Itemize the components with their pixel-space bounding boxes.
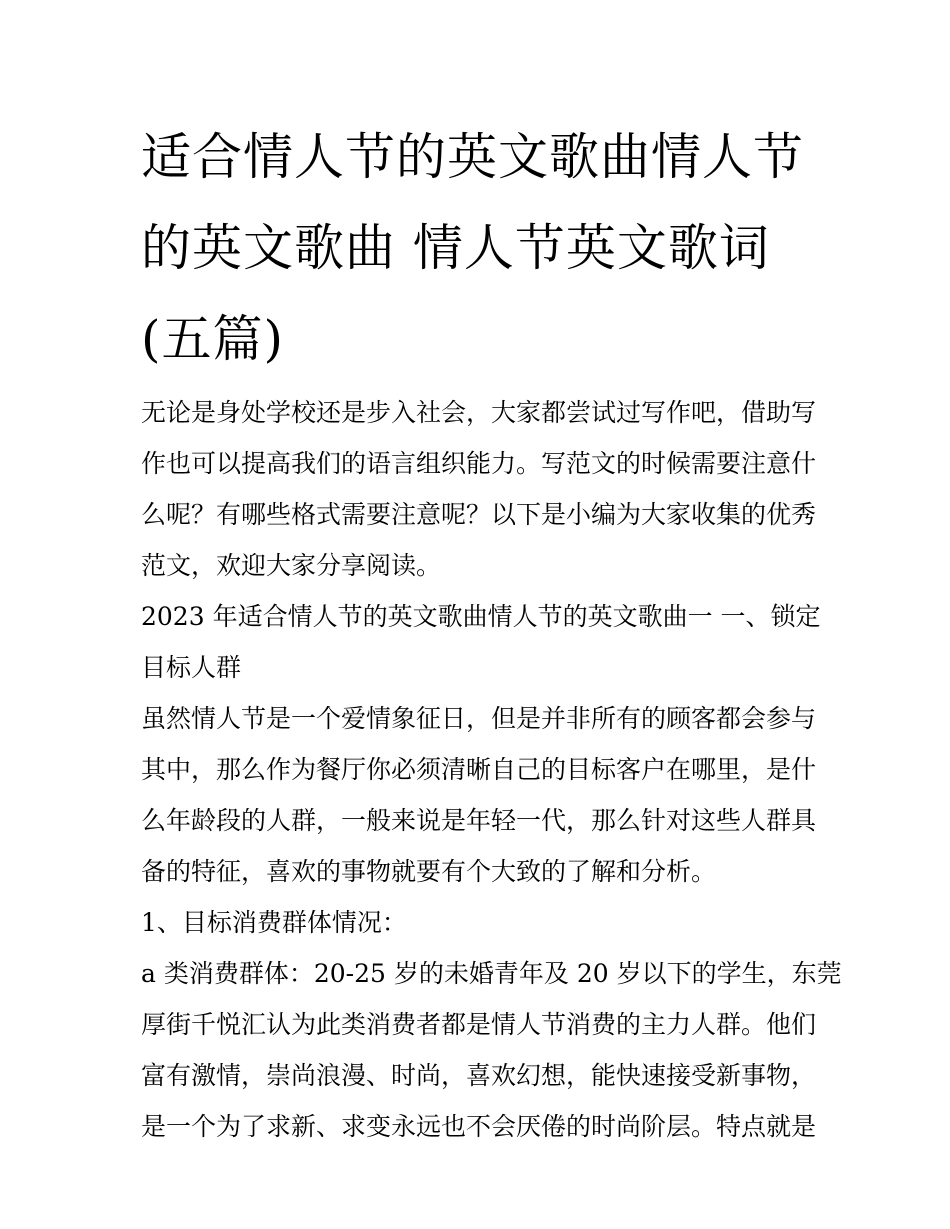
- paragraph-line: 1、目标消费群体情况：: [141, 908, 407, 937]
- paragraph-line: 其中，那么作为餐厅你必须清晰自己的目标客户在哪里，是什: [141, 755, 817, 784]
- body-paragraph: [141, 948, 842, 1152]
- title-line: 的英文歌曲 情人节英文歌词: [141, 219, 770, 277]
- document-title: [141, 112, 816, 385]
- paragraph-line: 虽然情人节是一个爱情象征日，但是并非所有的顾客都会参与: [141, 704, 817, 733]
- paragraph-line: 目标人群: [141, 653, 242, 682]
- paragraph-line: 厚街千悦汇认为此类消费者都是情人节消费的主力人群。他们: [141, 1010, 817, 1039]
- list-heading-paragraph: [141, 897, 816, 948]
- paragraph-line: a 类消费群体：20-25 岁的未婚青年及 20 岁以下的学生，东莞: [141, 959, 842, 988]
- paragraph-line: 富有激情，崇尚浪漫、时尚，喜欢幻想，能快速接受新事物，: [141, 1061, 817, 1090]
- paragraph-line: 作也可以提高我们的语言组织能力。写范文的时候需要注意什: [141, 449, 817, 478]
- section-heading-paragraph: [141, 591, 821, 693]
- paragraph-line: 么呢？有哪些格式需要注意呢？以下是小编为大家收集的优秀: [141, 500, 817, 529]
- intro-paragraph: [141, 387, 816, 591]
- title-line: (五篇): [141, 310, 285, 368]
- paragraph-line: 范文，欢迎大家分享阅读。: [141, 551, 442, 580]
- paragraph-line: 备的特征，喜欢的事物就要有个大致的了解和分析。: [141, 857, 717, 886]
- document-page: [141, 112, 842, 1152]
- body-paragraph: [141, 693, 816, 897]
- paragraph-line: 2023 年适合情人节的英文歌曲情人节的英文歌曲一 一、锁定: [141, 602, 821, 631]
- paragraph-line: 么年龄段的人群，一般来说是年轻一代，那么针对这些人群具: [141, 806, 817, 835]
- paragraph-line: 无论是身处学校还是步入社会，大家都尝试过写作吧，借助写: [141, 398, 817, 427]
- paragraph-line: 是一个为了求新、求变永远也不会厌倦的时尚阶层。特点就是: [141, 1112, 817, 1141]
- title-line: 适合情人节的英文歌曲情人节: [141, 128, 804, 186]
